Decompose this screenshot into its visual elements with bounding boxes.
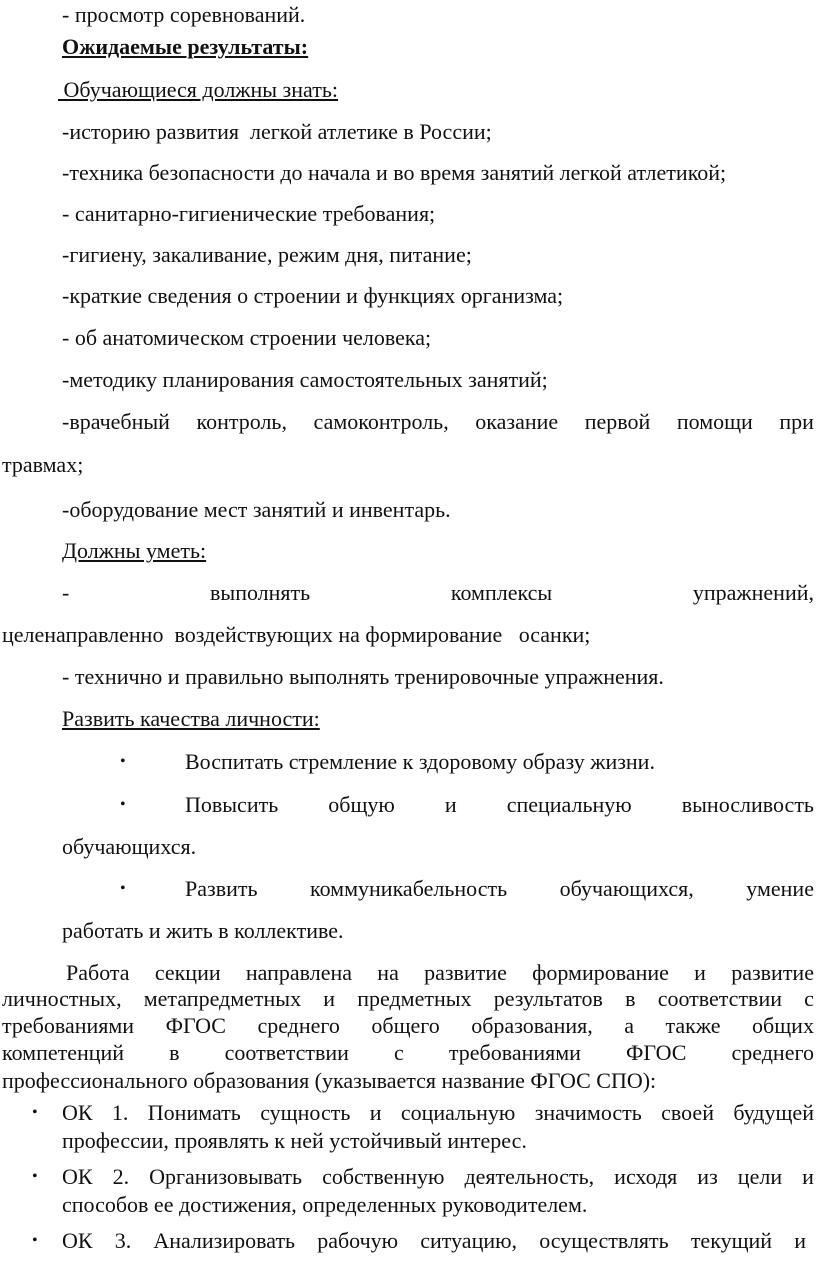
word: деятельность, (464, 1164, 595, 1189)
word: предметных (357, 986, 472, 1011)
word: требованиями (448, 1040, 581, 1065)
word: и (694, 960, 706, 985)
ok-item-line-end: способов ее достижения, определенных руководителем. (62, 1192, 588, 1217)
personality-item (185, 876, 814, 902)
know-item: -техника безопасности до начала и во время занятий легкой атлетикой; (62, 160, 727, 185)
word: секции (154, 960, 221, 985)
bullet-icon: • (120, 753, 126, 770)
word: текущий (690, 1228, 773, 1253)
word: умение (746, 876, 814, 901)
work-paragraph-end: профессионального образования (указывается название ФГОС СПО): (2, 1068, 657, 1093)
word: и (369, 1100, 382, 1125)
word: социальную (400, 1100, 516, 1125)
word: требованиями (2, 1013, 135, 1038)
word: общую (328, 792, 395, 817)
personality-item-end: обучающихся. (62, 834, 197, 859)
word: ОК (62, 1100, 93, 1125)
word: своей (661, 1100, 714, 1125)
word: 1. (111, 1100, 129, 1125)
word: результатов (493, 986, 603, 1011)
word: среднего (257, 1013, 340, 1038)
word: общего (371, 1013, 440, 1038)
word: соответствии (224, 1040, 349, 1065)
word: и (444, 792, 457, 817)
word: Развить (185, 876, 258, 901)
word: общих (752, 1013, 814, 1038)
word: рабочую (317, 1228, 399, 1253)
word: Анализировать (153, 1228, 296, 1253)
word: выполнять (210, 580, 311, 605)
word: ФГОС (626, 1040, 687, 1065)
word: среднего (731, 1040, 814, 1065)
bullet-icon: • (32, 1104, 38, 1121)
ok-item-line (62, 1228, 806, 1254)
work-paragraph-line (2, 986, 814, 1012)
word: развитие (731, 960, 814, 985)
personality-item-end: работать и жить в коллективе. (62, 918, 344, 943)
word: - (62, 580, 70, 605)
word: оказание (475, 409, 559, 434)
know-item: -историю развития легкой атлетике в России; (62, 119, 492, 144)
word: метапредметных (143, 986, 302, 1011)
work-paragraph-line (66, 960, 814, 986)
word: первой (584, 409, 651, 434)
word: 2. (112, 1164, 130, 1189)
can-heading: Должны уметь: (62, 538, 207, 563)
know-item: - санитарно-гигиенические требования; (62, 201, 436, 226)
medical-control-line-end: травмах; (2, 452, 84, 477)
can-line-2: - технично и правильно выполнять тренировочные упражнения. (62, 664, 664, 689)
word: помощи (676, 409, 753, 434)
work-paragraph-line (2, 1013, 814, 1039)
word: -врачебный (62, 409, 170, 434)
word: Работа (66, 960, 130, 985)
word: исходя (614, 1164, 678, 1189)
word: самоконтроль, (313, 409, 449, 434)
personality-item: Воспитать стремление к здоровому образу жизни. (185, 749, 655, 774)
word: осуществлять (539, 1228, 669, 1253)
word: а (624, 1013, 635, 1038)
word: цели (737, 1164, 783, 1189)
ok-item-line (62, 1164, 814, 1190)
word: в (625, 986, 636, 1011)
word: направлена (245, 960, 353, 985)
bullet-icon: • (120, 880, 126, 897)
know-item: -краткие сведения о строении и функциях организма; (62, 283, 564, 308)
know-item: -гигиену, закаливание, режим дня, питание; (62, 242, 472, 267)
personality-heading: Развить качества личности: (62, 706, 320, 731)
word: коммуникабельность (310, 876, 508, 901)
word: собственную (322, 1164, 445, 1189)
know-item: - об анатомическом строении человека; (62, 325, 432, 350)
bullet-icon: • (32, 1168, 38, 1185)
bullet-icon: • (120, 796, 126, 813)
ok-item-line-end: профессии, проявлять к ней устойчивый интерес. (62, 1128, 527, 1153)
word: специальную (506, 792, 632, 817)
word: сущность (260, 1100, 351, 1125)
word: образования, (471, 1013, 593, 1038)
word: Организовывать (149, 1164, 303, 1189)
word: обучающихся, (559, 876, 694, 901)
word: с (804, 986, 814, 1011)
word: развитие (424, 960, 507, 985)
word: комплексы (450, 580, 553, 605)
word: личностных, (2, 986, 122, 1011)
word: Понимать (147, 1100, 241, 1125)
word: на (377, 960, 399, 985)
word: будущей (733, 1100, 814, 1125)
can-line-1-end: целенаправленно воздействующих на формирование осанки; (2, 622, 591, 647)
word: и (323, 986, 336, 1011)
word: 3. (114, 1228, 132, 1253)
word: в (169, 1040, 180, 1065)
know-item: -методику планирования самостоятельных занятий; (62, 367, 548, 392)
equipment-line: -оборудование мест занятий и инвентарь. (62, 497, 451, 522)
word: значимость (534, 1100, 642, 1125)
word: также (665, 1013, 721, 1038)
word: ФГОС (165, 1013, 226, 1038)
top-line: - просмотр соревнований. (62, 2, 306, 27)
word: Повысить (185, 792, 279, 817)
word: с (394, 1040, 404, 1065)
word: формирование (532, 960, 669, 985)
word: из (697, 1164, 718, 1189)
word: ситуацию, (420, 1228, 518, 1253)
expected-results-heading: Ожидаемые результаты: (62, 34, 309, 59)
medical-control-line (62, 409, 814, 435)
word: и (802, 1164, 814, 1189)
word: контроль, (196, 409, 287, 434)
word: и (794, 1228, 806, 1253)
word: компетенций (2, 1040, 125, 1065)
word: при (779, 409, 814, 434)
word: ОК (62, 1228, 93, 1253)
know-heading: Обучающиеся должны знать: (58, 77, 338, 102)
word: выносливость (681, 792, 814, 817)
word: соответствии (657, 986, 782, 1011)
word: упражнений, (692, 580, 814, 605)
bullet-icon: • (32, 1232, 38, 1249)
personality-item (185, 792, 814, 818)
ok-item-line (62, 1100, 814, 1126)
work-paragraph-line (2, 1040, 814, 1066)
can-line-1 (62, 580, 814, 606)
word: ОК (62, 1164, 93, 1189)
